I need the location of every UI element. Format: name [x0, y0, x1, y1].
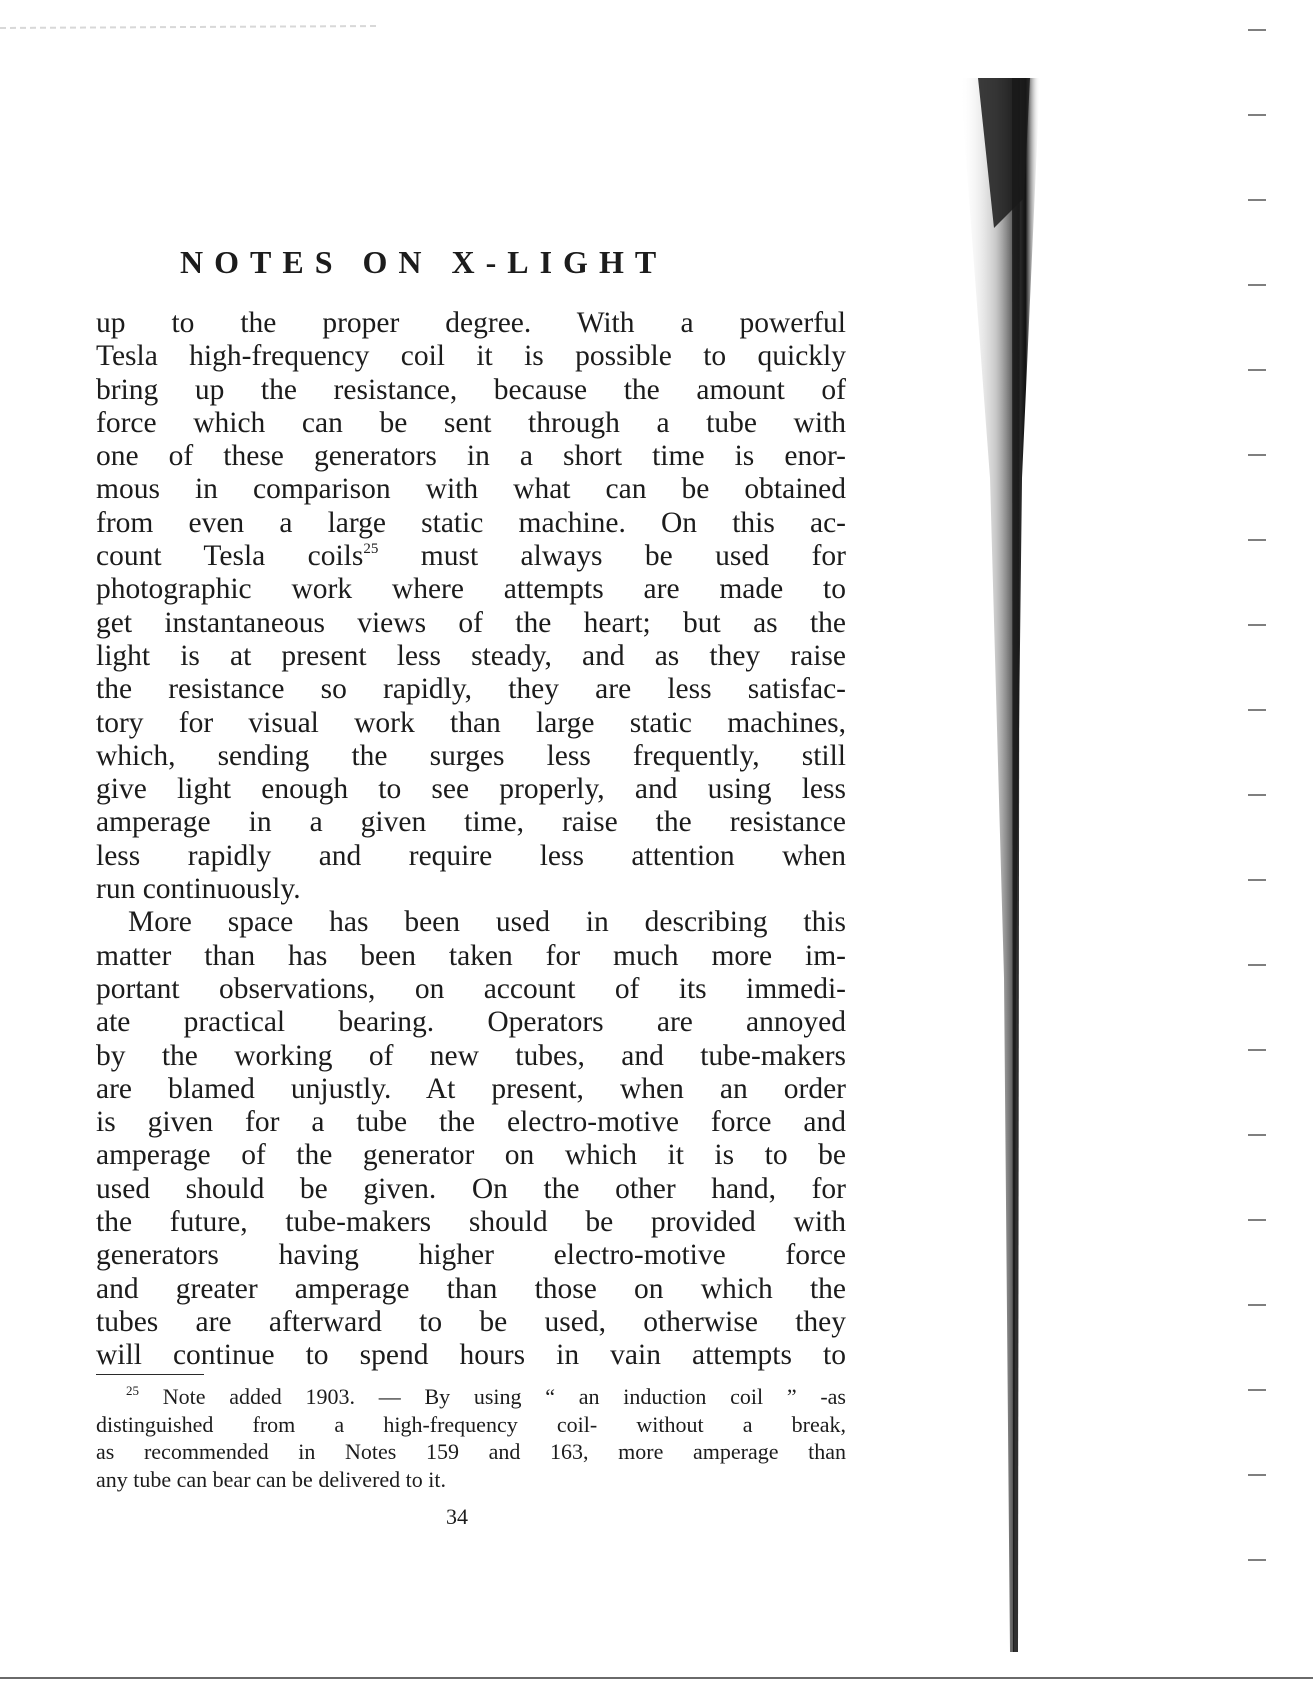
edge-marks [1244, 0, 1274, 1683]
text-line: get instantaneous views of the heart; but as the [96, 606, 846, 639]
text-fragment: Note added 1903. — By using “ an induction coil ” -as [139, 1384, 846, 1409]
page-number: 34 [446, 1504, 468, 1529]
text-line: mous in comparison with what can be obtained [96, 473, 846, 506]
text-line: matter than has been taken for much more im- [96, 939, 846, 972]
text-line: the resistance so rapidly, they are less satisfac- [96, 673, 846, 706]
text-line: run continuously. [96, 873, 301, 906]
text-line: Tesla high-frequency coil it is possible to quickly [96, 340, 846, 373]
binding-shadow [960, 78, 1040, 1652]
text-line: generators having higher electro-motive force [96, 1239, 846, 1272]
footnote-reference: 25 [363, 541, 379, 558]
text-line-with-note-ref [96, 540, 846, 573]
body-text [96, 307, 846, 1373]
footnote [96, 1383, 846, 1493]
text-line: up to the proper degree. With a powerful [96, 307, 846, 339]
text-line: is given for a tube the electro-motive force and [96, 1106, 846, 1139]
text-fragment: must always be used for [378, 540, 846, 573]
footnote-line: distinguished from a high-frequency coil- without a break, [96, 1411, 846, 1437]
text-fragment: count Tesla coils [96, 540, 364, 573]
text-line: tory for visual work than large static machines, [96, 706, 846, 739]
text-line: give light enough to see properly, and using less [96, 773, 846, 806]
running-head: NOTES ON X-LIGHT [180, 244, 668, 280]
text-line: and greater amperage than those on which the [96, 1272, 846, 1305]
text-line: by the working of new tubes, and tube-makers [96, 1039, 846, 1072]
text-line: from even a large static machine. On this ac- [96, 506, 846, 539]
text-line: portant observations, on account of its immedi- [96, 972, 846, 1005]
text-line: force which can be sent through a tube with [96, 406, 846, 439]
page-edge [0, 1677, 1313, 1679]
text-line: amperage in a given time, raise the resistance [96, 806, 846, 839]
footnote-line: any tube can bear can be delivered to it. [96, 1466, 447, 1492]
text-line: are blamed unjustly. At present, when an order [96, 1072, 846, 1105]
text-line: light is at present less steady, and as they raise [96, 639, 846, 672]
footnote-divider [96, 1374, 204, 1375]
text-line: one of these generators in a short time is enor- [96, 440, 846, 473]
text-line: bring up the resistance, because the amount of [96, 373, 846, 406]
footnote-line [96, 1383, 846, 1411]
text-line: amperage of the generator on which it is to be [96, 1139, 846, 1172]
text-line: ate practical bearing. Operators are annoyed [96, 1006, 846, 1039]
text-line: used should be given. On the other hand, for [96, 1172, 846, 1205]
footnote-line: as recommended in Notes 159 and 163, more amperage than [96, 1439, 846, 1464]
text-line: tubes are afterward to be used, otherwise they [96, 1305, 846, 1338]
scan-smudge [0, 18, 380, 38]
text-line: More space has been used in describing this [128, 906, 846, 939]
text-line: the future, tube-makers should be provided with [96, 1206, 846, 1239]
text-line: photographic work where attempts are made to [96, 573, 846, 606]
footnote-marker: 25 [126, 1383, 139, 1398]
text-line: which, sending the surges less frequently, still [96, 739, 846, 772]
text-line: will continue to spend hours in vain attempts to [96, 1339, 846, 1372]
text-line: less rapidly and require less attention when [96, 839, 846, 872]
